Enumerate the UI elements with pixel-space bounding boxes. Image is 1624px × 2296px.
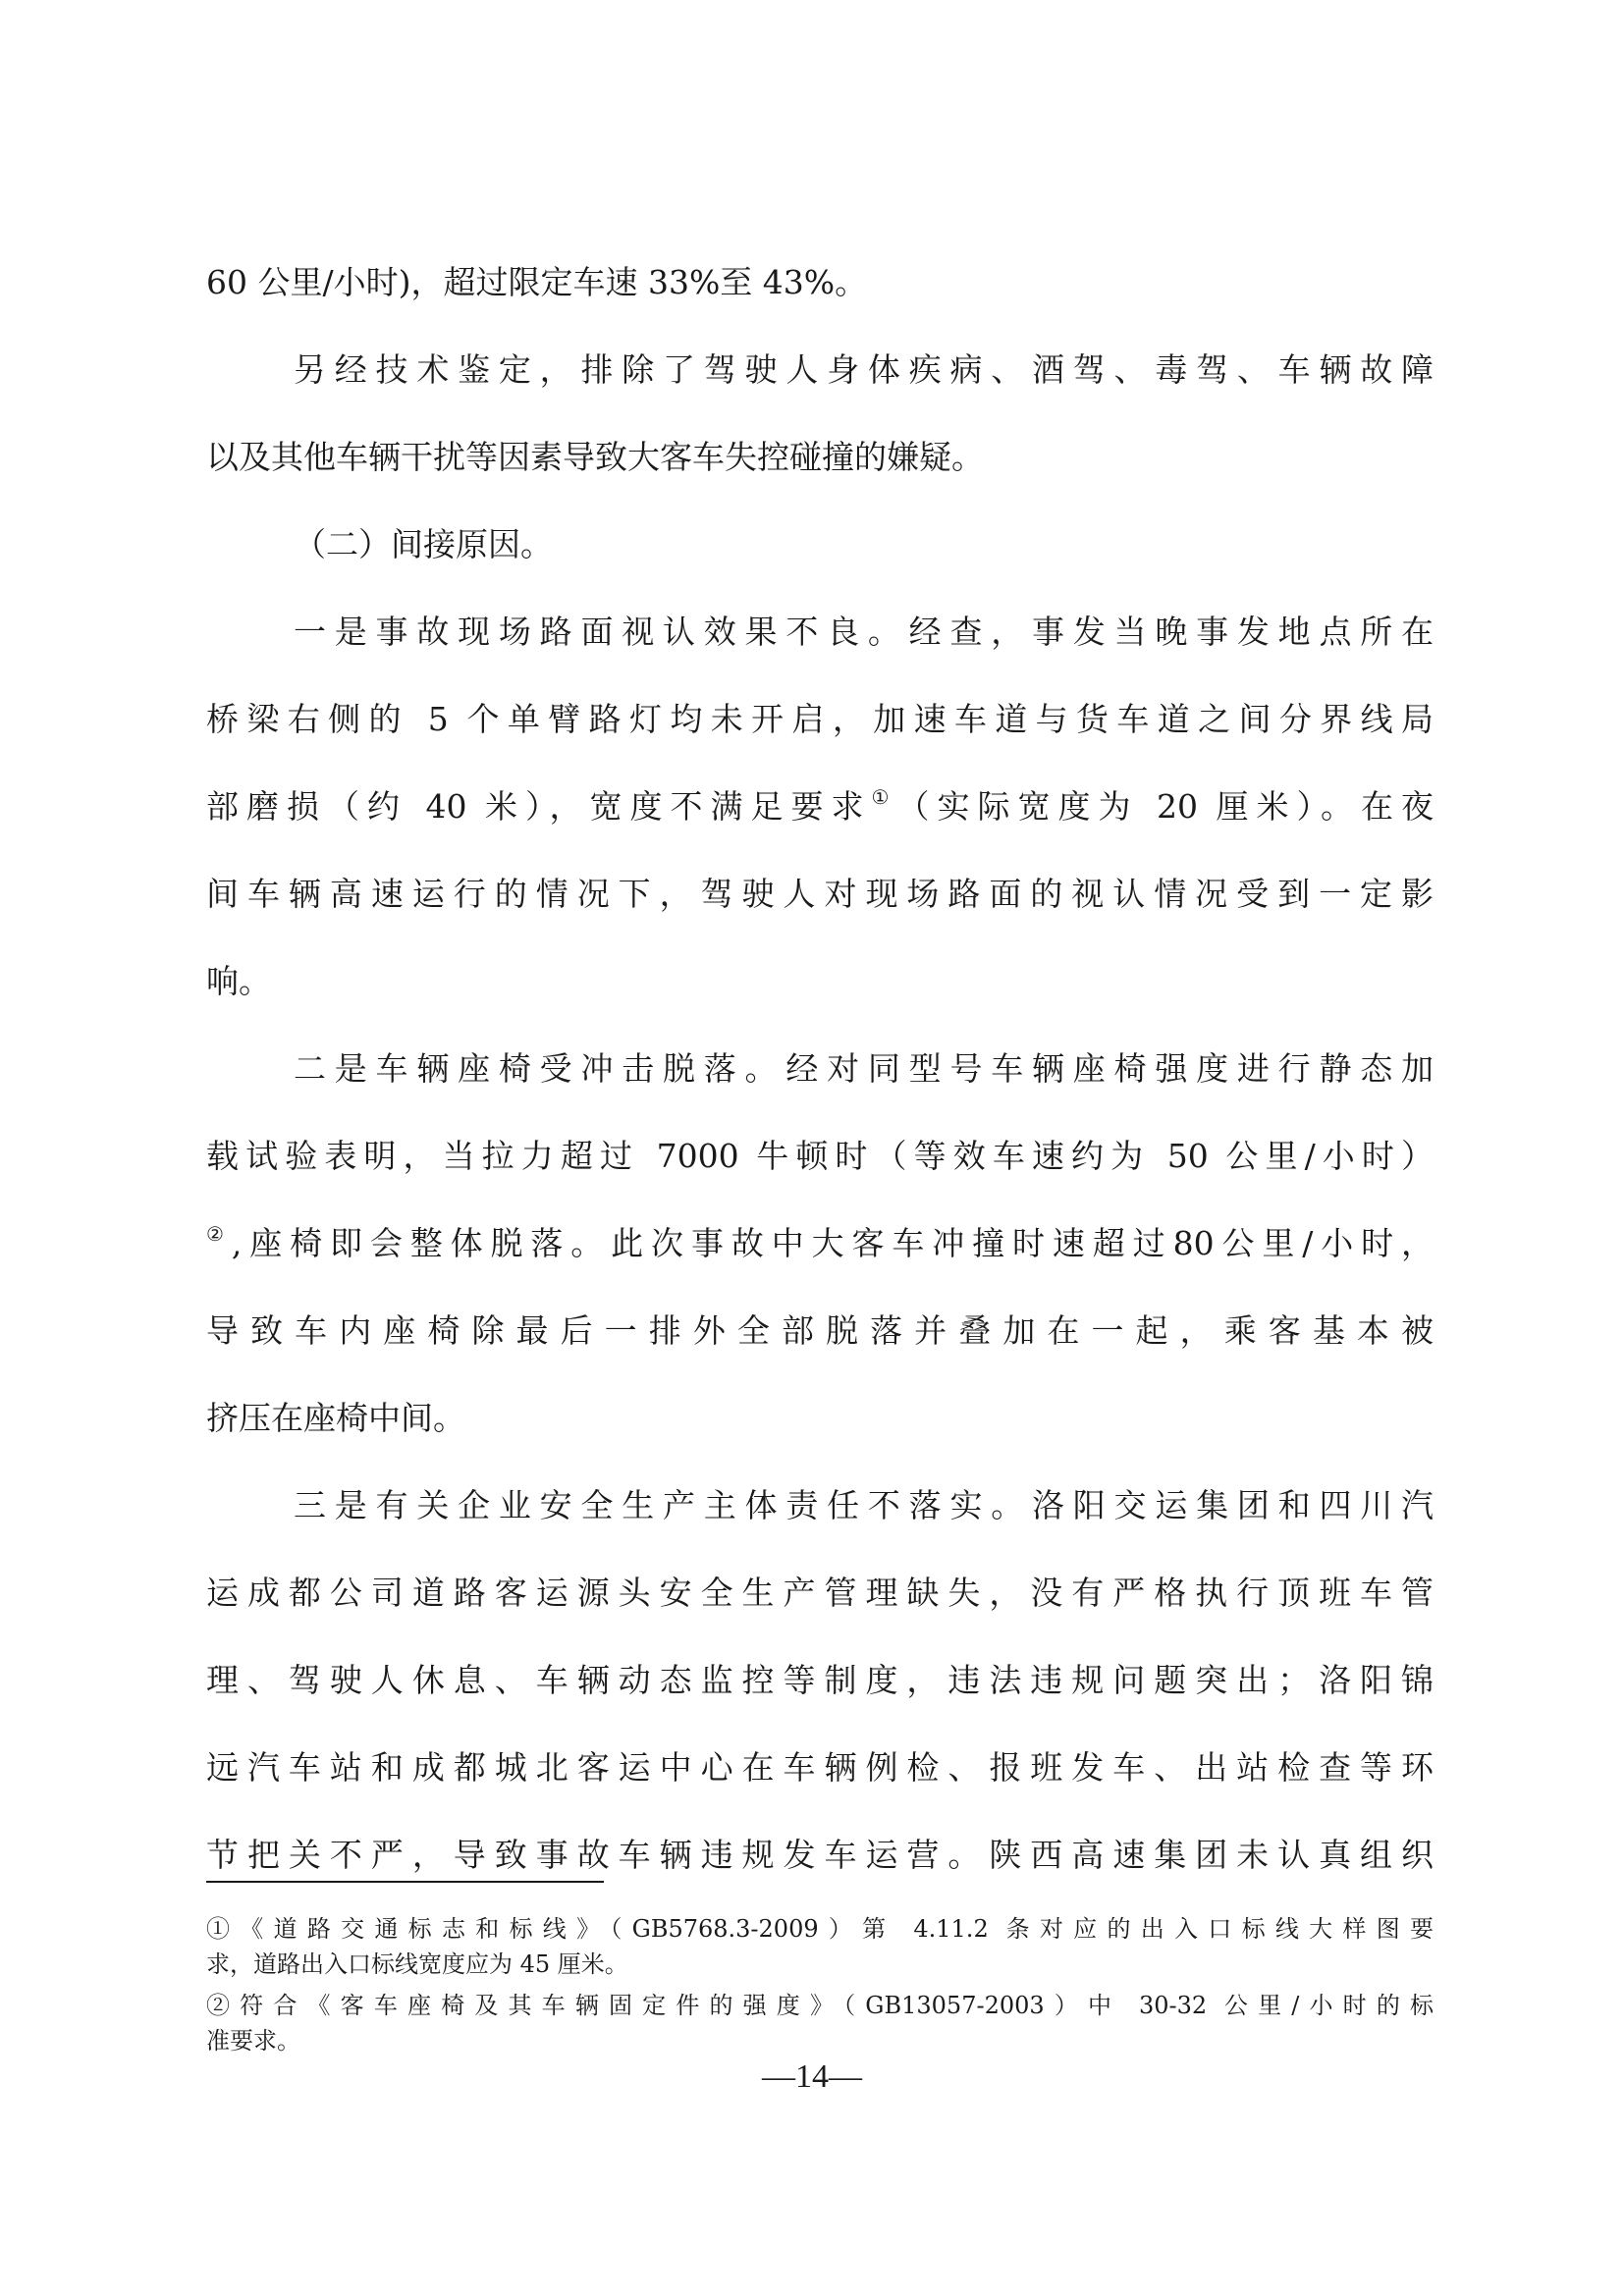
text-line: 60 公里/小时)，超过限定车速 33%至 43%。: [206, 263, 868, 301]
text-line: 导致车内座椅除最后一排外全部脱落并叠加在一起，乘客基本被: [206, 1311, 1434, 1350]
text-segment: （实际宽度为 20 厘米）。在夜: [896, 787, 1434, 826]
footnote-1-continued: 求，道路出入口标线宽度应为 45 厘米。: [206, 1950, 628, 1978]
text-line: 载试验表明，当拉力超过 7000 牛顿时（等效车速约为 50 公里/小时）: [206, 1137, 1434, 1175]
text-line: 响。: [206, 962, 271, 1000]
footnote-2-continued: 准要求。: [206, 2027, 300, 2055]
text-line: 二是车辆座椅受冲击脱落。经对同型号车辆座椅强度进行静态加: [294, 1049, 1434, 1088]
text-line: 理、驾驶人休息、车辆动态监控等制度，违法违规问题突出；洛阳锦: [206, 1661, 1434, 1699]
footnote-ref-1: ①: [871, 785, 897, 809]
text-line: 挤压在座椅中间。: [206, 1399, 465, 1437]
footnote-2: ②符合《客车座椅及其车辆固定件的强度》（GB13057-2003）中 30-32 公里/小时的标: [206, 1992, 1434, 2019]
page-number: —14—: [762, 2058, 862, 2095]
text-line: 另经技术鉴定，排除了驾驶人身体疾病、酒驾、毒驾、车辆故障: [294, 350, 1434, 389]
text-segment: ,座椅即会整体脱落。此次事故中大客车冲撞时速超过80公里/小时，: [231, 1224, 1434, 1262]
footnote-1: ①《道路交通标志和标线》（GB5768.3-2009）第 4.11.2 条对应的出入口标线大样图要: [206, 1915, 1434, 1943]
text-line: 运成都公司道路客运源头安全生产管理缺失，没有严格执行顶班车管: [206, 1574, 1434, 1612]
text-segment: 部磨损（约 40 米），宽度不满足要求: [206, 787, 872, 826]
footnote-separator: [206, 1881, 604, 1883]
text-line: 节把关不严，导致事故车辆违规发车运营。陕西高速集团未认真组织: [206, 1836, 1434, 1874]
text-line: [206, 1224, 1434, 1263]
text-line: 三是有关企业安全生产主体责任不落实。洛阳交运集团和四川汽: [294, 1486, 1434, 1524]
text-line: 远汽车站和成都城北客运中心在车辆例检、报班发车、出站检查等环: [206, 1748, 1434, 1787]
text-line: 间车辆高速运行的情况下，驾驶人对现场路面的视认情况受到一定影: [206, 875, 1434, 913]
text-line: [206, 787, 1434, 827]
section-heading: （二）间接原因。: [294, 525, 553, 563]
text-line: 以及其他车辆干扰等因素导致大客车失控碰撞的嫌疑。: [206, 438, 984, 476]
text-line: 桥梁右侧的 5 个单臂路灯均未开启，加速车道与货车道之间分界线局: [206, 700, 1434, 738]
footnote-ref-2: ②: [206, 1222, 232, 1246]
text-line: 一是事故现场路面视认效果不良。经查，事发当晚事发地点所在: [294, 613, 1434, 651]
